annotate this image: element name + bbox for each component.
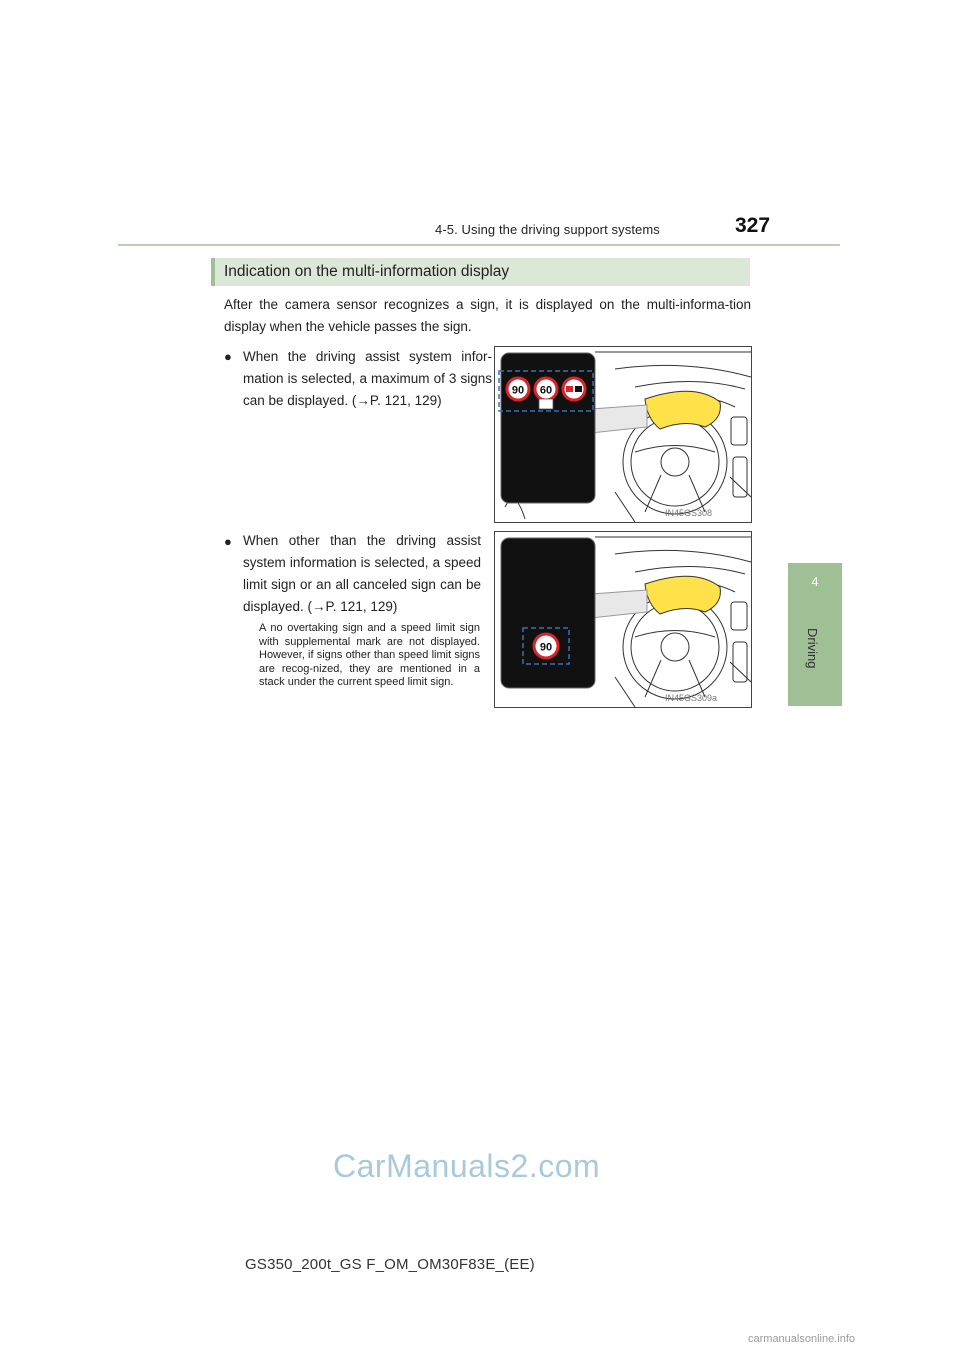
chapter-tab-label: Driving xyxy=(805,628,820,669)
watermark-logo: CarManuals2.com xyxy=(333,1148,601,1184)
note-text: A no overtaking sign and a speed limit sign with supplemental mark are not displayed. However, if signs other than speed limit signs are recog-nized, they are mentioned in a stack under the current speed limit sign. xyxy=(259,622,480,688)
section-header: 4-5. Using the driving support systems xyxy=(435,222,660,237)
intro-paragraph: After the camera sensor recognizes a sign, it is displayed on the multi-informa-tion display when the vehicle passes the sign. xyxy=(224,297,751,334)
chapter-tab-number: 4 xyxy=(811,574,819,589)
watermark-url: carmanualsonline.info xyxy=(748,1333,856,1345)
dashboard-illustration xyxy=(495,347,751,522)
footer-doc-id: GS350_200t_GS F_OM_OM30F83E_(EE) xyxy=(245,1256,535,1273)
illustration-1-sign xyxy=(494,531,752,708)
sign-90-label: 90 xyxy=(511,384,525,397)
bullet-icon: ● xyxy=(224,349,232,364)
sign-90-label: 90 xyxy=(539,641,553,654)
section-title: Indication on the multi-information display xyxy=(224,263,510,280)
figure-code: IN45GS309a xyxy=(665,693,718,703)
sign-60-label: 60 xyxy=(539,384,553,397)
figure-code: IN45GS308 xyxy=(665,508,713,518)
bullet-icon: ● xyxy=(224,534,232,549)
header-rule xyxy=(118,244,840,246)
bullet-text: When the driving assist system infor-mation is selected, a maximum of 3 signs can be displayed. (→P. 121, 129) xyxy=(243,349,492,408)
bullet-text: When other than the driving assist system information is selected, a speed limit sign or an all canceled sign can be displayed. (→P. 121, 129) xyxy=(243,533,481,614)
illustration-3-signs xyxy=(494,346,752,523)
page-number: 327 xyxy=(735,214,771,237)
dashboard-illustration xyxy=(495,532,751,707)
